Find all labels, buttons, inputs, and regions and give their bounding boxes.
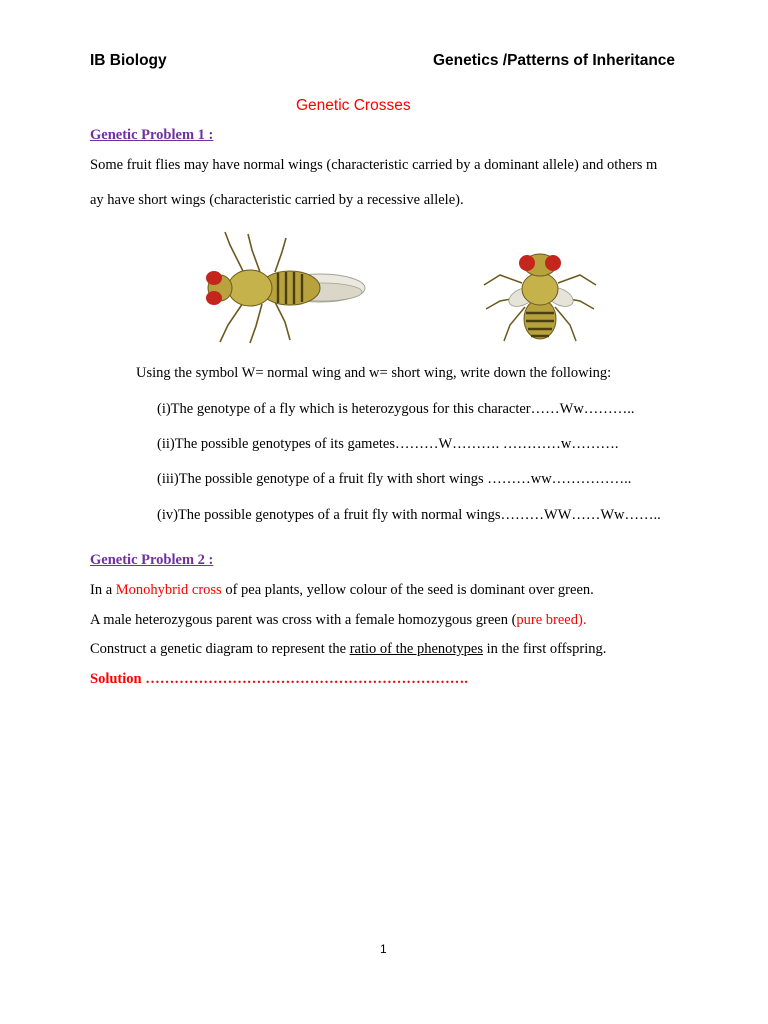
problem1-intro-line1: Some fruit flies may have normal wings (characteristic carried by a dominant allele) and others m	[90, 157, 658, 173]
problem1-item-3: (iii)The possible genotype of a fruit fly with short wings ………ww……………..	[157, 471, 632, 487]
solution-label: Solution	[90, 671, 146, 687]
problem1-intro-line2: ay have short wings (characteristic carried by a recessive allele).	[90, 192, 464, 208]
problem2-heading: Genetic Problem 2 :	[90, 552, 214, 568]
problem1-item-4: (iv)The possible genotypes of a fruit fly with normal wings………WW……Ww……..	[157, 507, 661, 523]
problem2-line2-pre: A male heterozygous parent was cross with a female homozygous green (	[90, 612, 517, 628]
problem1-heading: Genetic Problem 1 :	[90, 127, 214, 143]
normal-wing-fly-image	[190, 230, 370, 345]
header-right: Genetics /Patterns of Inheritance	[433, 52, 676, 69]
header-left: IB Biology	[90, 52, 167, 69]
solution-line	[90, 671, 468, 688]
ratio-of-phenotypes-term: ratio of the phenotypes	[349, 641, 483, 657]
short-wing-fly-image	[480, 245, 600, 345]
monohybrid-cross-term: Monohybrid cross	[115, 582, 222, 598]
page-title: Genetic Crosses	[296, 97, 411, 114]
problem2-line3	[90, 641, 606, 658]
problem2-line1-post: of pea plants, yellow colour of the seed is dominant over green.	[221, 582, 594, 598]
problem1-item-1: (i)The genotype of a fly which is heterozygous for this character……Ww………..	[157, 401, 635, 417]
problem1-item-2: (ii)The possible genotypes of its gametes………W………. …………w……….	[157, 436, 619, 452]
pure-breed-term: pure breed).	[516, 612, 587, 628]
problem2-line3-pre: Construct a genetic diagram to represent the	[90, 641, 350, 657]
problem2-line2	[90, 612, 586, 629]
problem1-instruction: Using the symbol W= normal wing and w= short wing, write down the following:	[136, 365, 612, 381]
page-number: 1	[380, 942, 387, 956]
problem2-line3-post: in the first offspring.	[483, 641, 607, 657]
problem2-line1	[90, 582, 594, 599]
solution-dots: ………………………………………………………….	[145, 671, 468, 687]
problem2-line1-pre: In a	[90, 582, 116, 598]
